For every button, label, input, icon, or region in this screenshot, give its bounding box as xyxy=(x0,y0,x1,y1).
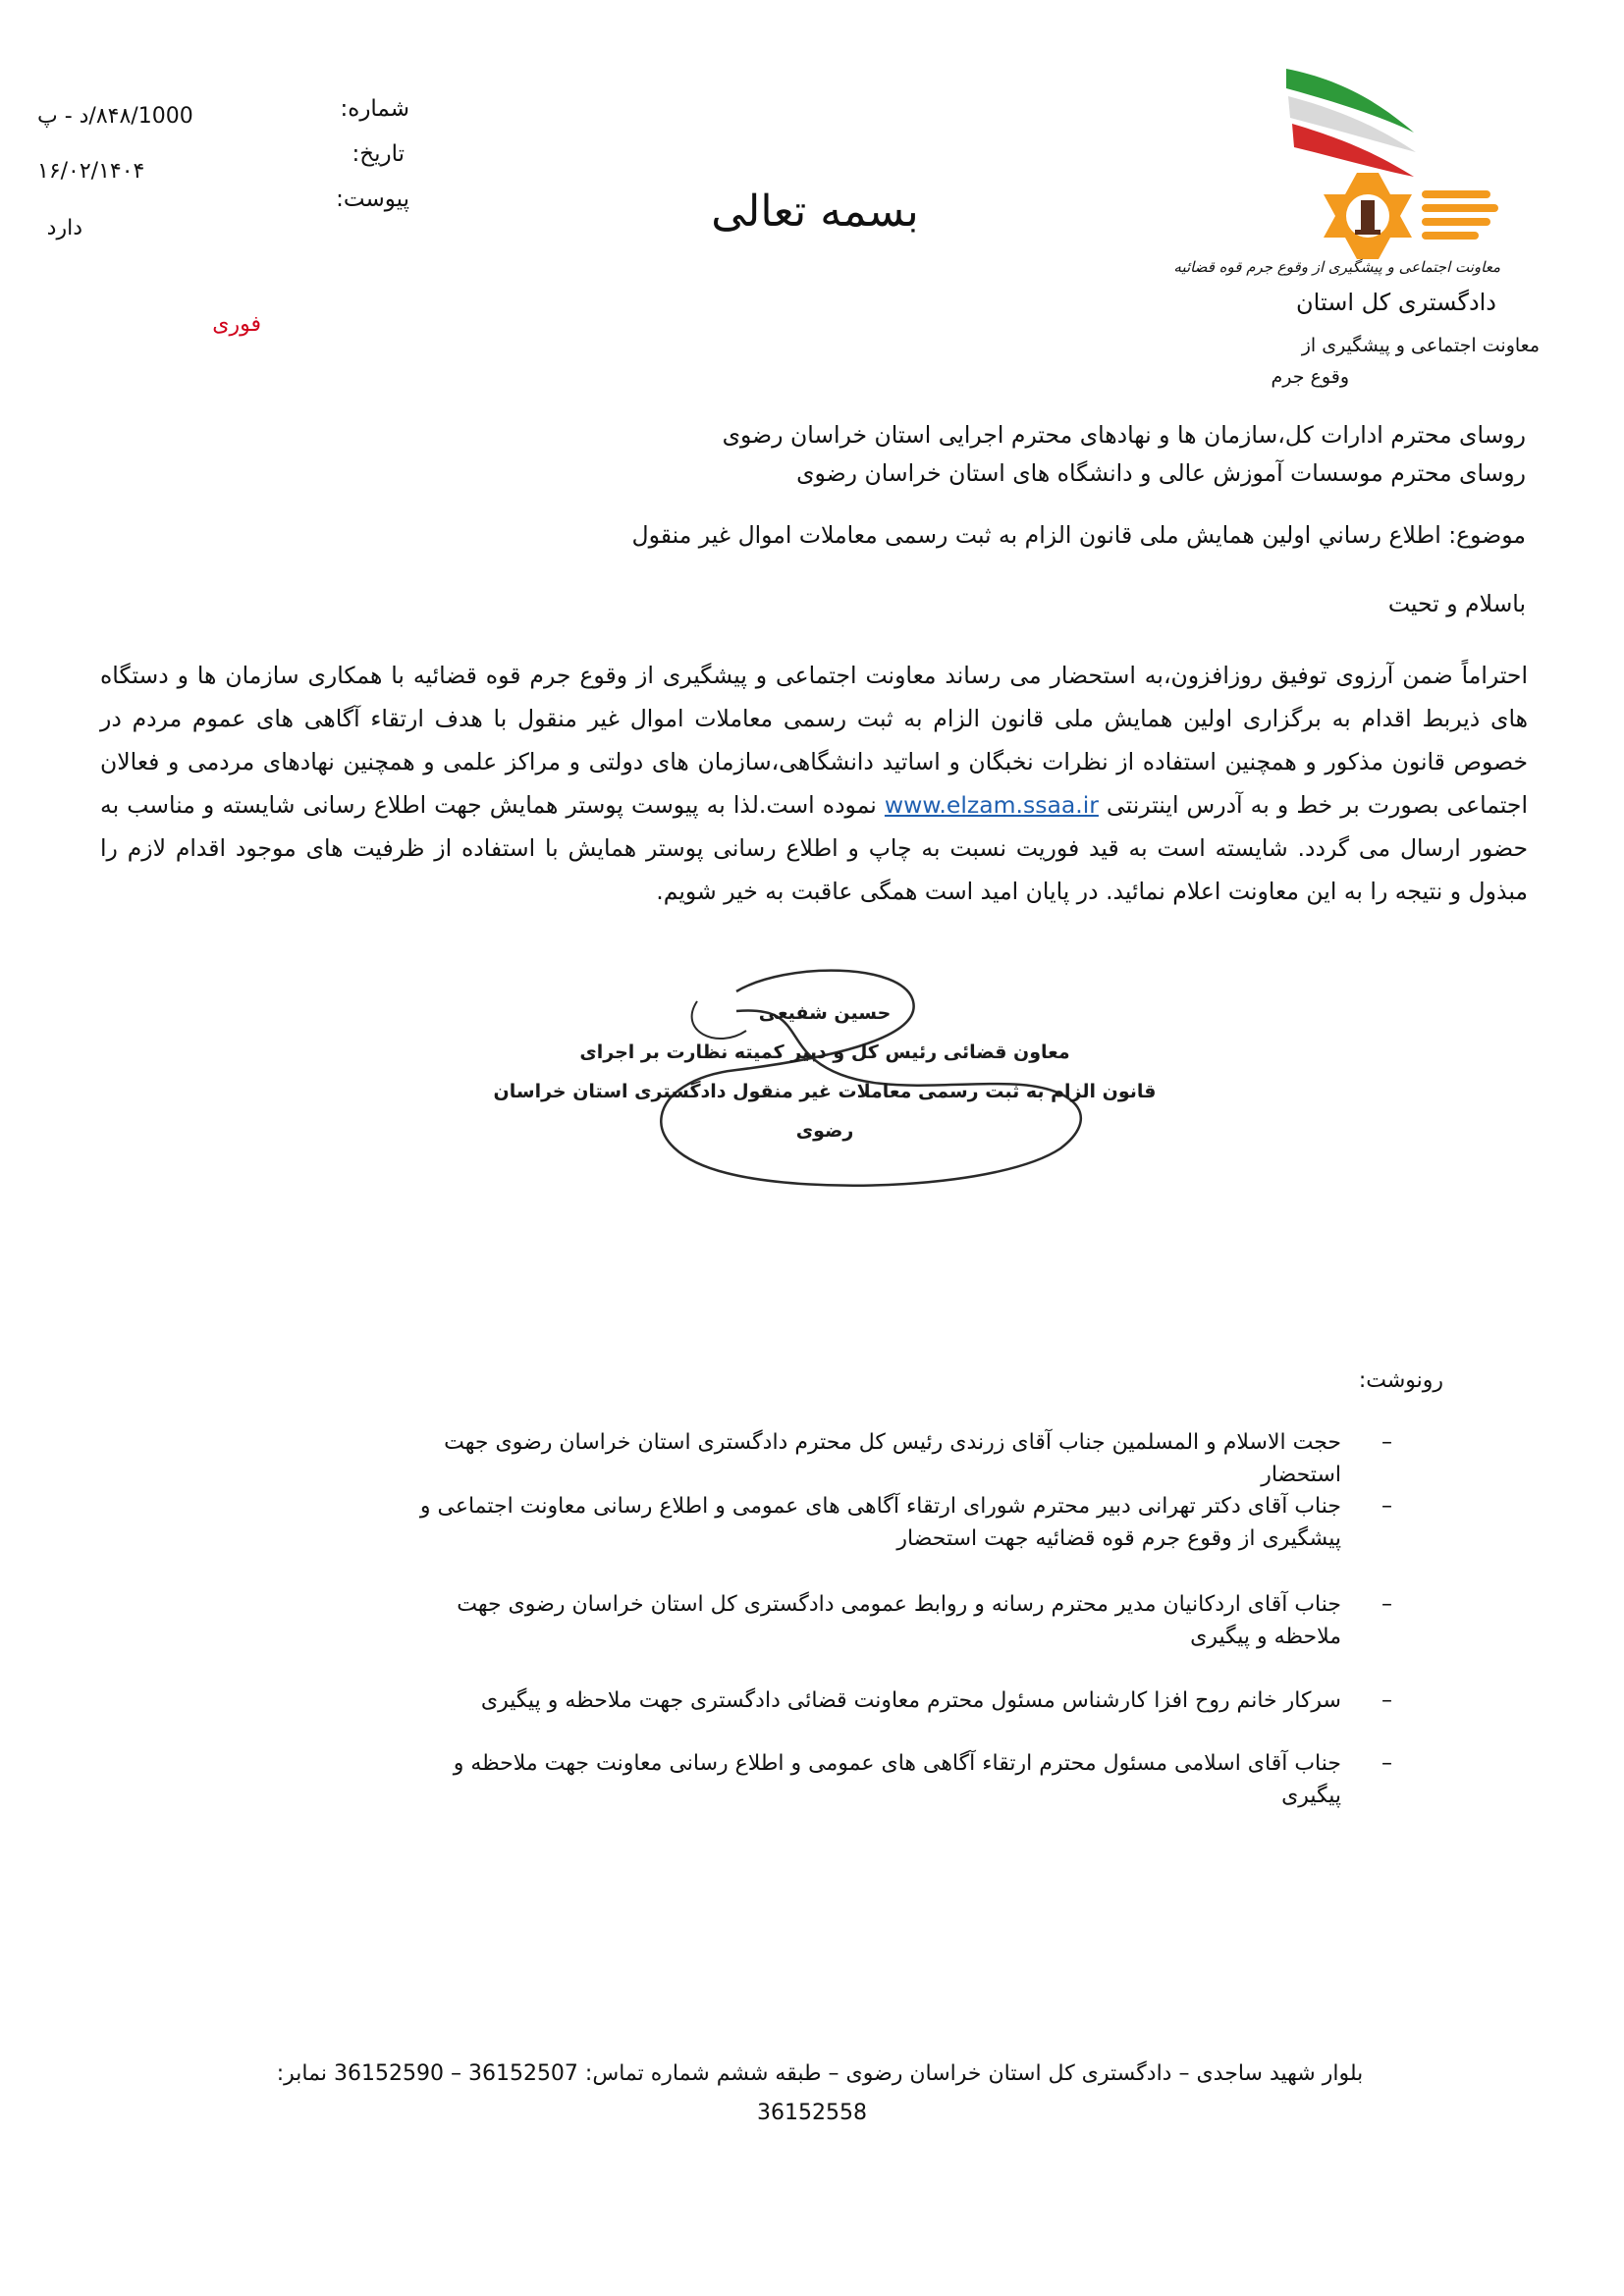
cc-item-text: حجت الاسلام و المسلمین جناب آقای زرندی رئیس کل محترم دادگستری استان خراسان رضوی جهت استحضار xyxy=(444,1430,1341,1487)
cc-item-text: جناب آقای اسلامی مسئول محترم ارتقاء آگاهی های عمومی و اطلاع رسانی معاونت جهت ملاحظه و پیگیری xyxy=(453,1751,1341,1808)
footer-address: بلوار شهید ساجدی – دادگستری کل استان خراسان رضوی – طبقه ششم شماره تماس: 36152507 – 36152590 نمابر: xyxy=(276,2061,1364,2086)
cc-dash: – xyxy=(1381,1688,1392,1713)
greeting: باسلام و تحیت xyxy=(1387,590,1526,617)
page-title: بسمه تعالی xyxy=(711,187,919,237)
cc-dash: – xyxy=(1381,1430,1392,1455)
org-name: دادگستری کل استان xyxy=(1296,289,1496,316)
cc-item xyxy=(410,1426,1392,1491)
footer-fax: 36152558 xyxy=(757,2101,867,2125)
signatory-name: حسین شفیعی xyxy=(758,1002,892,1024)
attachment-label: پیوست: xyxy=(336,187,409,212)
cc-dash: – xyxy=(1381,1494,1392,1519)
cc-heading: رونوشت: xyxy=(1358,1368,1443,1393)
cc-item xyxy=(410,1747,1392,1812)
recipient-2: روسای محترم موسسات آموزش عالی و دانشگاه های استان خراسان رضوی xyxy=(796,459,1526,487)
subject-line: موضوع: اطلاع رساني اولین همایش ملی قانون الزام به ثبت رسمی معاملات اموال غیر منقول xyxy=(631,521,1526,549)
number-label: شماره: xyxy=(340,96,409,122)
logo-caption: معاونت اجتماعی و پیشگیری از وقوع جرم قوه قضائیه xyxy=(1173,258,1500,276)
website-link[interactable]: www.elzam.ssaa.ir xyxy=(884,791,1099,819)
cc-item-text: سرکار خانم روح افزا کارشناس مسئول محترم معاونت قضائی دادگستری جهت ملاحظه و پیگیری xyxy=(480,1688,1341,1713)
letter-number: ۸۴۸/1000/د - پ xyxy=(37,104,193,129)
signatory-title-2: قانون الزام به ثبت رسمی معاملات غیر منقول دادگستری استان خراسان رضوی xyxy=(493,1081,1157,1142)
recipient-1: روسای محترم ادارات کل،سازمان ها و نهادهای محترم اجرایی استان خراسان رضوی xyxy=(722,421,1526,449)
signature-block xyxy=(491,962,1159,1198)
signatory-title-1: معاون قضائی رئیس کل و دبیر کمیته نظارت بر اجرای xyxy=(579,1041,1070,1063)
org-sub-2: وقوع جرم xyxy=(1271,366,1349,388)
attachment-value: دارد xyxy=(46,216,82,240)
cc-item xyxy=(410,1588,1392,1653)
body-paragraph xyxy=(100,654,1528,913)
body-text-part-2: نموده است.لذا به پیوست پوستر همایش جهت اطلاع رسانی شایسته و مناسب به حضور ارسال می گردد. شایسته است به قید فوریت نسبت به چاپ و اطلاع رسانی پوستر همایش با استفاده از ظرفیت های موجود اقدام لازم را مبذول و نتیجه را به این معاونت اعلام نمائید. در پایان امید است همگی عاقبت به خیر شویم. xyxy=(100,791,1528,905)
cc-item xyxy=(401,1490,1392,1555)
org-sub-1: معاونت اجتماعی و پیشگیری از xyxy=(1301,335,1540,356)
cc-item-text: جناب آقای دکتر تهرانی دبیر محترم شورای ارتقاء آگاهی های عمومی و اطلاع رسانی معاونت اجتماعی و پیشگیری از وقوع جرم قوه قضائیه جهت استحضار xyxy=(419,1494,1341,1551)
body-text-part-1: احتراماً ضمن آرزوی توفیق روزافزون،به استحضار می رساند معاونت اجتماعی و پیشگیری از وقوع جرم قوه قضائیه با همکاری سازمان ها و دستگاه های ذیربط اقدام به برگزاری اولین همایش ملی قانون الزام به ثبت رسمی معاملات اموال غیر منقول با هدف ارتقاء آگاهی های عموم مردم در خصوص قانون مذکور و همچنین استفاده از نظرات نخبگان و اساتید دانشگاهی،سازمان های دولتی و مراکز علمی و همچنین نهادهای مردمی و فعالان اجتماعی بصورت بر خط و به آدرس اینترنتی xyxy=(100,662,1528,819)
cc-dash: – xyxy=(1381,1751,1392,1776)
cc-dash: – xyxy=(1381,1592,1392,1617)
letter-date: ۱۶/۰۲/۱۴۰۴ xyxy=(37,159,145,184)
cc-item-text: جناب آقای اردکانیان مدیر محترم رسانه و روابط عمومی دادگستری کل استان خراسان رضوی جهت ملاحظه و پیگیری xyxy=(457,1592,1341,1649)
date-label: تاریخ: xyxy=(352,141,405,167)
urgency-badge: فوری xyxy=(212,312,261,337)
cc-item xyxy=(410,1684,1392,1717)
